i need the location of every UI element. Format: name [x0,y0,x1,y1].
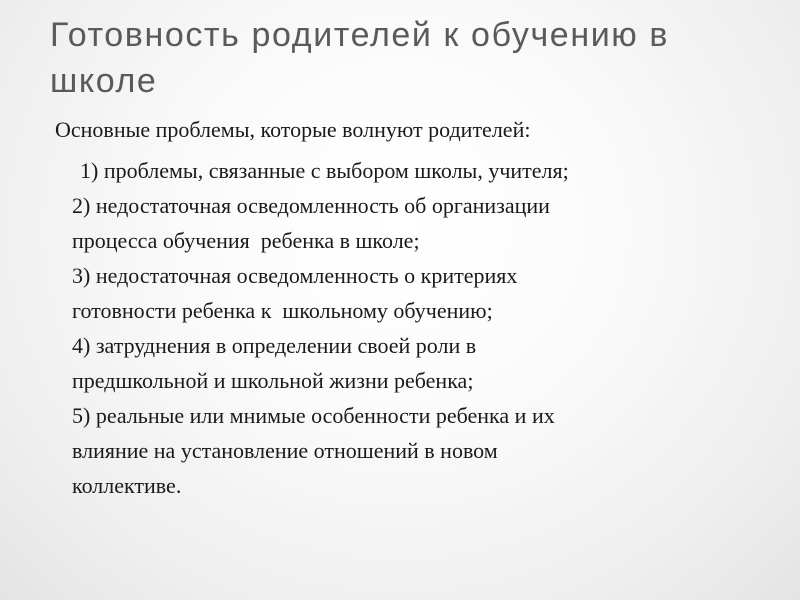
list-line: предшкольной и школьной жизни ребенка; [72,368,474,393]
list-line: коллективе. [72,473,182,498]
list-line: 3) недостаточная осведомленность о критериях [72,263,518,288]
slide-title-line-2: школе [50,62,158,100]
list-line: процесса обучения ребенка в школе; [72,228,420,253]
list-line: 4) затруднения в определении своей роли в [72,333,477,358]
list-line: 1) проблемы, связанные с выбором школы, учителя; [80,158,569,183]
list-line: готовности ребенка к школьному обучению; [72,298,493,323]
list-line: 5) реальные или мнимые особенности ребенка и их [72,403,555,428]
slide-title [50,12,770,104]
list-line: влияние на установление отношений в новом [72,438,498,463]
intro-text: Основные проблемы, которые волнуют родителей: [55,117,531,142]
slide-title-line-1: Готовность родителей к обучению в [50,16,670,54]
problems-list [72,153,772,503]
list-line: 2) недостаточная осведомленность об организации [72,193,550,218]
